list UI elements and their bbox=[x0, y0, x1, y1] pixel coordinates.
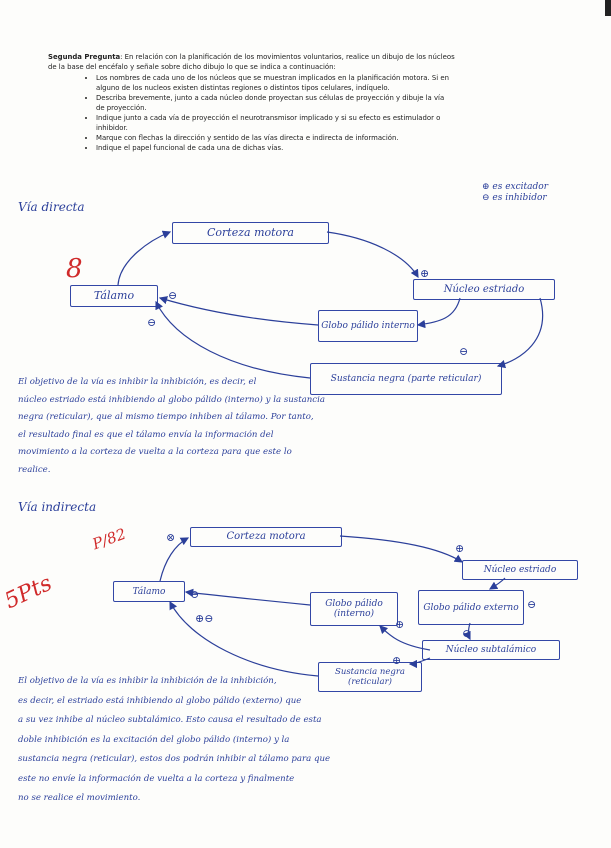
legend-excitatory: ⊕ es excitador bbox=[482, 182, 548, 192]
indirect-striatum-node: Núcleo estriado bbox=[462, 560, 578, 580]
direct-pathway-title: Vía directa bbox=[18, 200, 85, 214]
bullet-item: • Indique el papel funcional de cada una de dichas vías. bbox=[96, 143, 558, 153]
svg-text:⊕: ⊕ bbox=[420, 267, 430, 280]
paragraph-line: movimiento a la corteza de vuelta a la corteza para que este lo bbox=[18, 447, 292, 457]
paragraph-line: El objetivo de la vía es inhibir la inhibición, es decir, el bbox=[18, 377, 257, 387]
paragraph-line: El objetivo de la vía es inhibir la inhibición de la inhibición, bbox=[18, 676, 277, 686]
question-intro-line-2: de la base del encéfalo y señale sobre dicho dibujo lo que se indica a continuación: bbox=[48, 63, 336, 71]
indirect-stn-node: Núcleo subtalámico bbox=[422, 640, 560, 660]
direct-snr-node: Sustancia negra (parte reticular) bbox=[310, 363, 502, 395]
paragraph-line: este no envíe la información de vuelta a la corteza y finalmente bbox=[18, 773, 295, 784]
paragraph-line: el resultado final es que el tálamo envía la información del bbox=[18, 429, 274, 440]
svg-text:⊖: ⊖ bbox=[527, 598, 537, 611]
direct-gpi-node: Globo pálido interno bbox=[318, 310, 418, 342]
direct-cortex-node: Corteza motora bbox=[172, 222, 329, 244]
svg-text:⊕⊖: ⊕⊖ bbox=[195, 612, 214, 625]
svg-text:⊖: ⊖ bbox=[147, 316, 157, 329]
paragraph-line: no se realice el movimiento. bbox=[18, 793, 141, 803]
grade-mark-indirect: P/82 bbox=[89, 524, 129, 554]
svg-text:⊕: ⊕ bbox=[392, 654, 402, 667]
bullet-item: • Los nombres de cada uno de los núcleos que se muestran implicados en la planificación motora. Si en alguno de los nucleos existen distintas regiones o distintos tipos celulares, indíquelo. bbox=[96, 73, 558, 93]
grade-mark-direct: 8 bbox=[66, 254, 83, 284]
paragraph-line: a su vez inhibe al núcleo subtalámico. Esto causa el resultado de esta bbox=[18, 715, 322, 725]
svg-text:⊖: ⊖ bbox=[462, 627, 472, 640]
svg-text:⊕: ⊕ bbox=[395, 618, 405, 631]
indirect-gpe-node: Globo pálido externo bbox=[418, 590, 524, 625]
indirect-gpi-node: Globo pálido (interno) bbox=[310, 592, 398, 626]
paragraph-line: es decir, el estriado está inhibiendo al globo pálido (externo) que bbox=[18, 695, 302, 706]
legend-inhibitory: ⊖ es inhibidor bbox=[482, 193, 547, 203]
grade-total: 5Pts bbox=[1, 570, 56, 615]
paragraph-line: doble inhibición es la excitación del globo pálido (interno) y la bbox=[18, 734, 290, 745]
indirect-cortex-node: Corteza motora bbox=[190, 527, 342, 547]
indirect-snr-node: Sustancia negra (reticular) bbox=[318, 662, 422, 692]
svg-text:⊖: ⊖ bbox=[168, 289, 178, 302]
question-intro-line-1: : En relación con la planificación de los movimientos voluntarios, realice un dibujo de los núcleos bbox=[120, 53, 455, 61]
svg-text:⊖: ⊖ bbox=[459, 345, 469, 358]
bullet-item: • Indique junto a cada vía de proyección el neurotransmisor implicado y si su efecto es estimulador o inhibidor. bbox=[96, 113, 558, 133]
paragraph-line: núcleo estriado está inhibiendo al globo pálido (interno) y la sustancia bbox=[18, 394, 325, 405]
bullet-item: • Describa brevemente, junto a cada núcleo donde proyectan sus células de proyección y dibuje la vía de proyección. bbox=[96, 93, 558, 113]
indirect-thalamus-node: Tálamo bbox=[113, 581, 185, 602]
indirect-pathway-title: Vía indirecta bbox=[18, 500, 97, 514]
direct-thalamus-node: Tálamo bbox=[70, 285, 158, 307]
paragraph-line: negra (reticular), que al mismo tiempo inhiben al tálamo. Por tanto, bbox=[18, 412, 314, 422]
svg-text:⊕: ⊕ bbox=[455, 542, 465, 555]
svg-text:⊗: ⊗ bbox=[166, 531, 176, 544]
paragraph-line: realice. bbox=[18, 464, 51, 475]
direct-striatum-node: Núcleo estriado bbox=[413, 279, 555, 300]
question-title: Segunda Pregunta bbox=[48, 53, 121, 61]
bullet-item: • Marque con flechas la dirección y sentido de las vías directa e indirecta de información. bbox=[96, 133, 558, 143]
paragraph-line: sustancia negra (reticular), estos dos podrán inhibir al tálamo para que bbox=[18, 754, 331, 764]
svg-text:⊖: ⊖ bbox=[190, 588, 200, 601]
